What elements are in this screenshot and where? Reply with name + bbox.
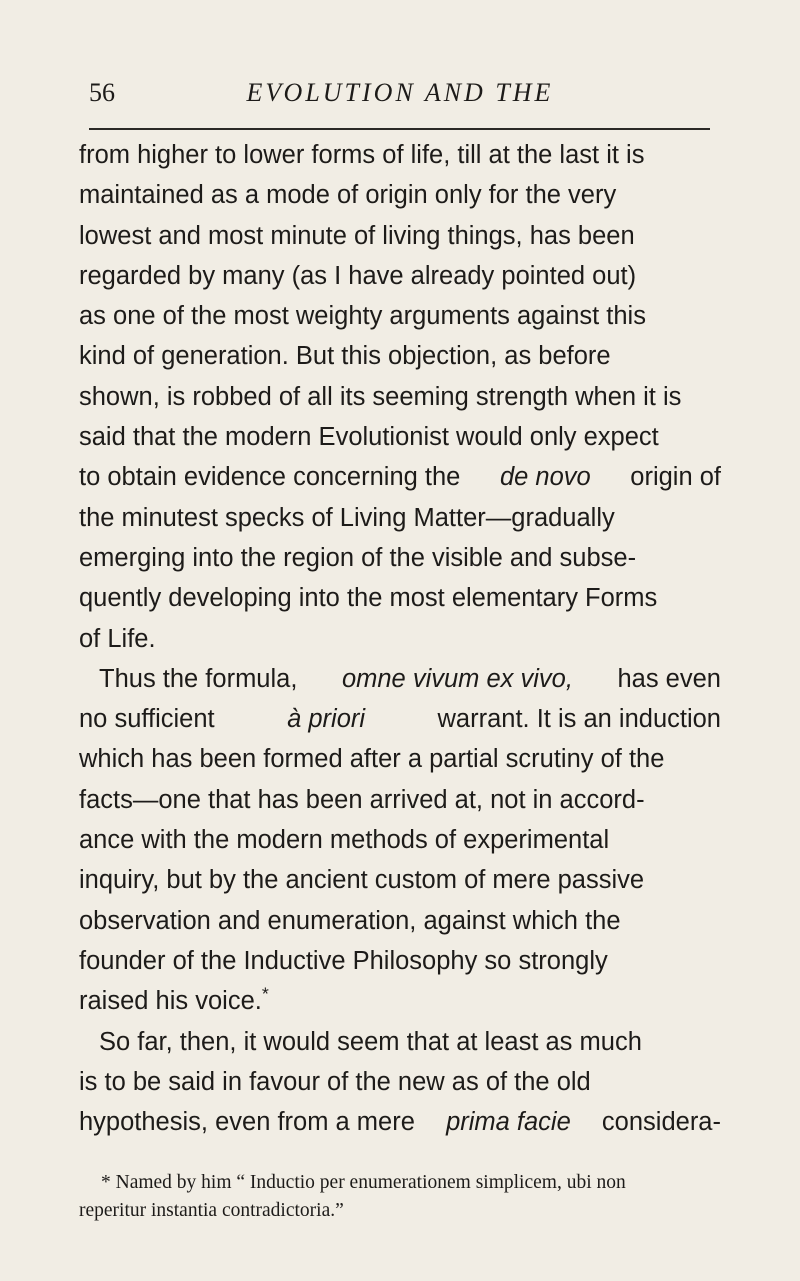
paragraph-start-line bbox=[79, 659, 721, 699]
italic-phrase: prima facie bbox=[446, 1108, 571, 1137]
text-line: the minutest specks of Living Matter—gradually bbox=[79, 503, 615, 532]
footnote-line: * Named by him “ Inductio per enumerationem simplicem, ubi non bbox=[101, 1172, 626, 1193]
footnote bbox=[79, 1169, 721, 1225]
italic-phrase: à priori bbox=[287, 705, 366, 734]
text-line: emerging into the region of the visible and subse- bbox=[79, 543, 637, 572]
text-line: shown, is robbed of all its seeming strength when it is bbox=[79, 382, 682, 411]
text-line: maintained as a mode of origin only for the very bbox=[79, 181, 617, 210]
paragraph-start-line: So far, then, it would seem that at least as much bbox=[99, 1027, 642, 1056]
text-segment: origin of bbox=[630, 463, 721, 492]
text-line: as one of the most weighty arguments against this bbox=[79, 302, 646, 331]
text-line: from higher to lower forms of life, till at the last it is bbox=[79, 141, 645, 169]
footnote-marker: * bbox=[261, 983, 269, 1004]
text-line: regarded by many (as I have already pointed out) bbox=[79, 261, 637, 290]
paragraph-end-line bbox=[79, 981, 721, 1021]
body-text bbox=[79, 135, 721, 1142]
text-line: kind of generation. But this objection, as before bbox=[79, 342, 611, 371]
text-line: quently developing into the most elementary Forms bbox=[79, 584, 658, 613]
text-segment: warrant. It is an induction bbox=[437, 705, 721, 734]
text-segment: to obtain evidence concerning the bbox=[79, 463, 461, 492]
text-segment: has even bbox=[617, 664, 721, 693]
text-line: ance with the modern methods of experimental bbox=[79, 826, 610, 855]
text-line: observation and enumeration, against which the bbox=[79, 906, 621, 935]
text-segment: hypothesis, even from a mere bbox=[79, 1108, 415, 1137]
text-line bbox=[79, 699, 721, 739]
text-segment: raised his voice. bbox=[79, 987, 262, 1016]
text-line: facts—one that has been arrived at, not in accord- bbox=[79, 785, 645, 814]
text-line: lowest and most minute of living things, has been bbox=[79, 221, 635, 250]
text-line bbox=[79, 1102, 721, 1142]
paragraph-end-line: of Life. bbox=[79, 624, 156, 653]
text-line bbox=[79, 457, 721, 497]
text-segment: Thus the formula, bbox=[99, 664, 298, 693]
text-line: founder of the Inductive Philosophy so strongly bbox=[79, 946, 608, 975]
header-rule bbox=[89, 128, 710, 130]
text-line: which has been formed after a partial scrutiny of the bbox=[79, 745, 665, 774]
text-line: inquiry, but by the ancient custom of mere passive bbox=[79, 866, 645, 895]
text-line: is to be said in favour of the new as of the old bbox=[79, 1067, 591, 1096]
text-line: said that the modern Evolutionist would only expect bbox=[79, 423, 659, 452]
text-segment: no sufficient bbox=[79, 705, 215, 734]
italic-phrase: omne vivum ex vivo, bbox=[341, 664, 573, 693]
running-title: EVOLUTION AND THE bbox=[246, 78, 554, 107]
italic-phrase: de novo bbox=[499, 463, 591, 492]
text-segment: considera- bbox=[601, 1108, 721, 1137]
page-number: 56 bbox=[89, 78, 115, 107]
footnote-line: reperitur instantia contradictoria.” bbox=[79, 1200, 344, 1221]
